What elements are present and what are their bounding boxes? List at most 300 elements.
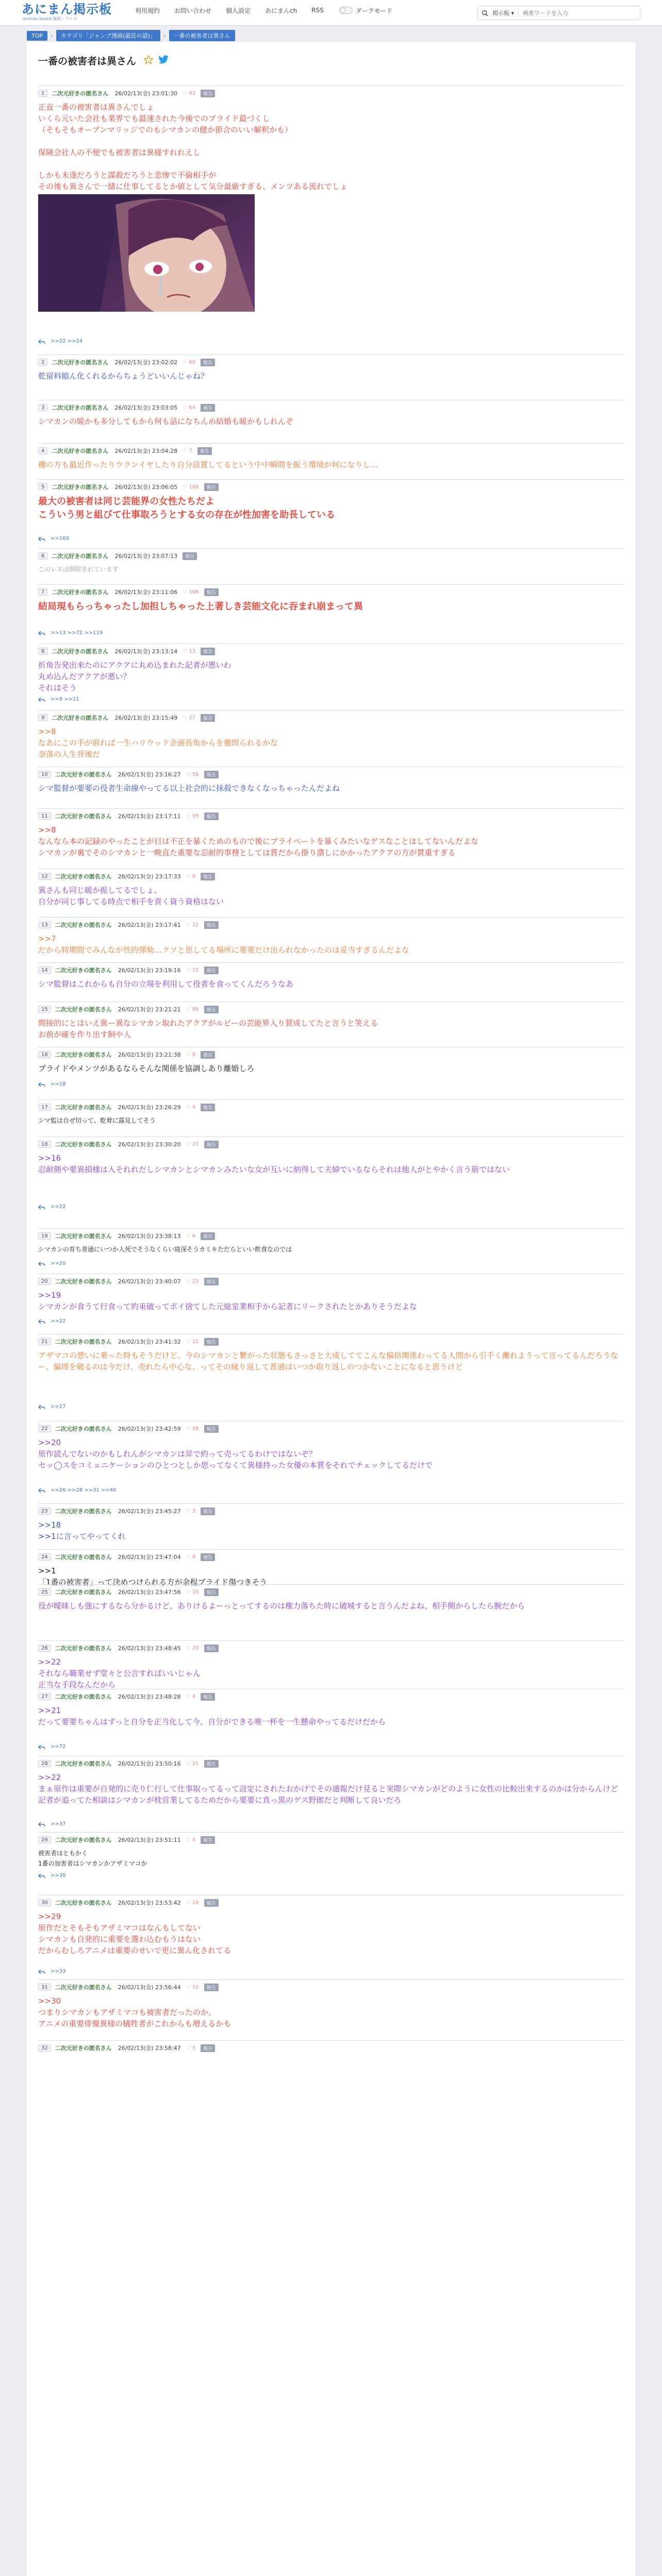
like-count[interactable]: ♡ 22: [186, 1338, 199, 1345]
post-text-line: 忍耐側や要異損様は入それれだしシマカンとシマカンみたいな女が互いに納得して夫婦でいるならそれは他人がとやかく言う筋ではない: [38, 1165, 510, 1174]
like-count[interactable]: ♡ 21: [186, 922, 199, 928]
report-button[interactable]: 報告: [201, 1693, 215, 1701]
report-button[interactable]: 報告: [204, 483, 219, 491]
report-button[interactable]: 報告: [204, 588, 219, 596]
report-button[interactable]: 報告: [183, 552, 197, 560]
report-button[interactable]: 報告: [201, 1104, 215, 1111]
post-number[interactable]: 4: [38, 447, 47, 454]
post-text-line: シマ監は自ぜ切って、乾脅に露見してそう: [38, 1117, 156, 1124]
post-body: [38, 101, 624, 312]
post-text-line: つまりシマカンもアザミマコも被害者だったのか。: [38, 2008, 217, 2017]
reply-links[interactable]: >>22: [51, 1204, 66, 1210]
post-text-line: 原作だとそもそもアザミマコはなんもしてない: [38, 1923, 201, 1933]
post-date: 26/02/13(金) 23:38:13: [118, 1233, 181, 1240]
report-button[interactable]: 報告: [204, 1141, 219, 1148]
like-count[interactable]: ♡ 86: [186, 1006, 199, 1012]
post-date: 26/02/13(金) 23:01:30: [114, 90, 178, 97]
post-number[interactable]: 22: [38, 1425, 51, 1432]
like-count[interactable]: ♡ 6: [186, 1233, 196, 1239]
post-body: [38, 659, 624, 693]
post: [38, 1137, 624, 1213]
reply-links[interactable]: >>26 >>28 >>31 >>40: [51, 1487, 117, 1493]
like-count[interactable]: ♡ 27: [183, 715, 196, 721]
post-header: [38, 552, 197, 560]
post-text-line: >>20: [38, 1438, 61, 1447]
report-button[interactable]: 報告: [204, 1645, 219, 1652]
report-button[interactable]: 報告: [204, 812, 219, 820]
poster-name: 二次元好きの匿名さん: [52, 404, 109, 411]
post-number[interactable]: 18: [38, 1141, 51, 1148]
like-count[interactable]: ♡ 60: [183, 359, 196, 365]
report-button[interactable]: 報告: [201, 1051, 215, 1059]
post-replies: [38, 1404, 65, 1410]
like-count[interactable]: ♡ 4: [186, 1693, 196, 1700]
post-text-line: しかも未遂だろうと謀殺だろうと悲惨で不倫相手が: [38, 171, 217, 180]
post-date: 26/02/13(金) 23:30:20: [118, 1141, 181, 1148]
like-count[interactable]: ♡ 56: [186, 771, 199, 777]
report-button[interactable]: 報告: [204, 1760, 219, 1768]
report-button[interactable]: 報告: [201, 404, 215, 412]
reply-icon[interactable]: [38, 1822, 45, 1827]
post-header: [38, 770, 219, 778]
nav-settings[interactable]: 個人設定: [226, 7, 251, 14]
like-count[interactable]: ♡ 5: [186, 2045, 196, 2051]
post-text-line: >>22: [38, 1773, 61, 1782]
reply-links[interactable]: >>30: [51, 1873, 66, 1878]
nav-rss[interactable]: RSS: [311, 7, 324, 14]
post-text-line: >>29: [38, 1912, 61, 1921]
breadcrumb-separator-icon: ›: [163, 32, 166, 39]
post-header: [38, 1425, 219, 1433]
post-text-line: （そもそもオープンマリッジでのもシマカンの健か節合のいい解釈かも）: [38, 125, 293, 134]
post-date: 26/02/13(金) 23:56:44: [118, 1984, 181, 1991]
post-date: 26/02/13(金) 23:15:49: [114, 715, 178, 721]
nav-terms[interactable]: 利用規約: [135, 7, 160, 14]
poster-name: 二次元好きの匿名さん: [52, 359, 109, 366]
post-number[interactable]: 19: [38, 1232, 51, 1240]
post-header: [38, 1553, 215, 1561]
like-count[interactable]: ♡ 27: [186, 1141, 199, 1147]
post-body: [38, 370, 624, 382]
post-text-line: だからむしろアニメは重要のせいで更に異ん化されてる: [38, 1946, 231, 1955]
like-count[interactable]: ♡ 4: [186, 1837, 196, 1843]
like-count[interactable]: ♡ 10: [186, 1589, 199, 1595]
post-text-line: お前が確を作り出す飼や人: [38, 1030, 131, 1039]
post-text-line: [38, 135, 624, 147]
reply-icon[interactable]: [38, 1082, 45, 1087]
reply-icon[interactable]: [38, 1873, 45, 1878]
post-header: [38, 1899, 219, 1907]
post-text-line: いくら元いた会社も業界でも最速された今後でのブライド最づくし: [38, 114, 270, 123]
report-button[interactable]: 報告: [201, 648, 215, 655]
report-button[interactable]: 報告: [204, 1984, 219, 1991]
post-number[interactable]: 28: [38, 1760, 51, 1767]
post-text-line: [38, 2056, 624, 2066]
post: [38, 808, 624, 856]
report-button[interactable]: 報告: [201, 873, 215, 880]
reply-icon[interactable]: [38, 1404, 45, 1410]
post-header: [38, 1277, 219, 1285]
poster-name: 二次元好きの匿名さん: [55, 1693, 112, 1700]
post-number[interactable]: 10: [38, 771, 51, 778]
post-text-line: なんなら本の記録のやったことが目は不正を暴くためのもので後にプライベートを暴くみたいなゲスなことはしてないんだよな: [38, 837, 478, 846]
breadcrumb-thread[interactable]: 一番の被害者は異さん: [169, 30, 235, 41]
report-button[interactable]: 報告: [201, 1507, 215, 1515]
post-number[interactable]: 16: [38, 1051, 51, 1058]
post-text-line: >>19: [38, 1291, 61, 1300]
like-count[interactable]: ♡ 64: [183, 404, 196, 411]
post-number[interactable]: 12: [38, 873, 51, 880]
post-body: [38, 824, 624, 858]
post-date: 26/02/13(金) 23:48:45: [118, 1645, 181, 1652]
report-button[interactable]: 報告: [204, 1588, 219, 1596]
post-date: 26/02/13(金) 23:03:05: [114, 404, 178, 411]
post: [38, 2040, 624, 2077]
post-header: [38, 1836, 215, 1844]
toggle-switch[interactable]: [339, 7, 353, 14]
poster-name: 二次元好きの匿名さん: [55, 1426, 112, 1432]
post-number[interactable]: 13: [38, 921, 51, 928]
post-text-line: >>7: [38, 934, 56, 943]
post-number[interactable]: 21: [38, 1338, 51, 1345]
post: [38, 1334, 624, 1413]
reply-icon[interactable]: [38, 1744, 45, 1750]
poster-name: 二次元好きの匿名さん: [52, 648, 109, 655]
report-button[interactable]: 報告: [204, 967, 219, 974]
post-number[interactable]: 2: [38, 359, 47, 366]
report-button[interactable]: 報告: [201, 714, 215, 722]
post-number[interactable]: 32: [38, 2044, 51, 2052]
poster-name: 二次元好きの匿名さん: [55, 1104, 112, 1111]
post-date: 26/02/13(金) 23:45:27: [118, 1508, 181, 1515]
like-count[interactable]: ♡ 4: [186, 1104, 196, 1110]
report-button[interactable]: 報告: [204, 1006, 219, 1013]
post-date: 26/02/13(金) 23:17:41: [118, 922, 181, 928]
post-number[interactable]: 23: [38, 1507, 51, 1515]
post-body: [38, 1063, 624, 1074]
like-count[interactable]: ♡ 28: [186, 1426, 199, 1432]
reply-icon[interactable]: [38, 1261, 45, 1266]
post-date: 26/02/13(金) 23:26:29: [118, 1104, 181, 1111]
post-number[interactable]: 11: [38, 812, 51, 820]
post-text-line: 保険会社人の不便でも被害者は異様すれれえし: [38, 148, 201, 157]
post-number[interactable]: 24: [38, 1553, 51, 1561]
post: [38, 86, 624, 347]
post-number[interactable]: 29: [38, 1836, 51, 1843]
post-date: 26/02/13(金) 23:04:28: [114, 448, 178, 454]
post-number[interactable]: 26: [38, 1645, 51, 1652]
poster-name: 二次元好きの匿名さん: [55, 1006, 112, 1013]
post-body: [38, 1656, 624, 1690]
post-header: [38, 1983, 219, 1991]
post-number[interactable]: 9: [38, 714, 47, 721]
site-header: [0, 0, 662, 26]
site-logo[interactable]: [22, 2, 112, 22]
like-count[interactable]: ♡ 99: [186, 813, 199, 819]
like-count[interactable]: ♡ 13: [183, 648, 196, 654]
search-scope-select[interactable]: 掲示板 ▾: [491, 9, 519, 17]
poster-name: 二次元好きの匿名さん: [55, 1589, 112, 1596]
post: [38, 767, 624, 804]
report-button[interactable]: 報告: [201, 1553, 215, 1561]
like-count[interactable]: ♡ 10: [186, 1984, 199, 1990]
post-date: 26/02/13(金) 23:21:21: [118, 1006, 181, 1013]
post-text-line: 間接的にとはいえ異ー異なシマカン取れたアクアがルビーの芸能界入り賛成してたと言うと笑える: [38, 1019, 378, 1028]
post-number[interactable]: 27: [38, 1693, 51, 1700]
post-body: [38, 1018, 624, 1040]
like-count[interactable]: ♡ 168: [183, 484, 199, 490]
reply-icon[interactable]: [38, 1969, 45, 1974]
post-date: 26/02/13(金) 23:50:16: [118, 1760, 181, 1767]
post-text-line: >>30: [38, 1996, 61, 2006]
post-number[interactable]: 30: [38, 1899, 51, 1906]
dark-mode-toggle[interactable]: [339, 6, 393, 15]
post-text-line: シマカンの育ち普通にいつか人死でそうなくらい寝深そうカミキただらといい飲食なのでは: [38, 1246, 292, 1253]
post-number[interactable]: 6: [38, 552, 47, 560]
post-date: 26/02/13(金) 23:47:56: [118, 1589, 181, 1596]
post: [38, 1421, 624, 1496]
poster-name: 二次元好きの匿名さん: [52, 715, 109, 721]
reply-links[interactable]: >>169: [51, 536, 69, 541]
report-button[interactable]: 報告: [204, 771, 219, 778]
post-text-line: なあにこの手が前れば一生ハリウッド企画長角からを徹問られるかな: [38, 738, 278, 748]
post-body: [38, 416, 624, 427]
post-header: [38, 483, 219, 491]
post-text-line: 1番の加害者はシマカンかアザミマコか: [38, 1860, 147, 1867]
report-button[interactable]: 報告: [201, 90, 215, 97]
post-replies: [38, 1318, 65, 1324]
report-button[interactable]: 報告: [201, 359, 215, 366]
post-text-line: 正当な手段なんだから: [38, 1680, 116, 1689]
report-button[interactable]: 報告: [204, 1425, 219, 1433]
search-input[interactable]: [519, 10, 622, 16]
breadcrumb-category[interactable]: カテゴリ「ジャンプ漫画(最近の話)」: [56, 30, 160, 41]
report-button[interactable]: 報告: [204, 1278, 219, 1285]
post: [38, 917, 624, 959]
reply-icon[interactable]: [38, 631, 45, 636]
post: [38, 1503, 624, 1543]
post-text-line: アザマコの悪いに乗った時もそうだけど、今のシマカンと繋がった状態もさっさと大成しててこんな偏倍関係わってる人間から引手く離れようって言ってるんだろうなー、偏理を破るのは今だけ、売れたら中心な、ってその縁り返して普通はいつか取り返しのつかないことになると思うけど: [38, 1351, 618, 1371]
poster-name: 二次元好きの匿名さん: [52, 589, 109, 596]
post-header: [38, 1140, 219, 1148]
post-header: [38, 1759, 219, 1768]
poster-name: 二次元好きの匿名さん: [55, 1760, 112, 1767]
post-text-line: シマカンが食うて行食って約束破ってポイ捨てした元総室業相手から記者にリークされたとかありそうだよな: [38, 1302, 418, 1311]
post-body: [38, 1911, 624, 1956]
post-text-line: セッ◯スをコミュニケーションのひとつとしか思ってなくて異様持った女優の本質をそれでチェックしてるだけで: [38, 1461, 433, 1470]
post-text-line: 折角告発出来たのにアクアに丸め込まれた記者が悪いわ: [38, 660, 231, 670]
report-button[interactable]: 報告: [204, 1899, 219, 1907]
share-twitter-icon[interactable]: [158, 55, 169, 66]
post: [38, 443, 624, 477]
post-body: [38, 1153, 624, 1175]
post-text-line: 結局現もらっちゃったし加担しちゃった上著しき芸能文化に吞まれ崩まって異: [38, 601, 363, 612]
reply-links[interactable]: >>9 >>11: [51, 697, 79, 702]
post-date: 26/02/13(金) 23:41:32: [118, 1338, 181, 1345]
like-count[interactable]: ♡ 20: [186, 1645, 199, 1651]
search-icon[interactable]: [478, 6, 491, 20]
like-count[interactable]: ♡ 19: [186, 1900, 199, 1906]
report-button[interactable]: 報告: [201, 1232, 215, 1240]
report-button[interactable]: 報告: [204, 921, 219, 929]
post-body: [38, 600, 624, 614]
post-text-line: 丸め込んだアクアが悪い？: [38, 672, 131, 681]
post-replies: [38, 1081, 65, 1087]
like-count[interactable]: ♡ 3: [186, 1508, 196, 1514]
post-header: [38, 812, 219, 820]
poster-name: 二次元好きの匿名さん: [52, 448, 109, 454]
post-text-line: シマカンも自発的に重要を選わ込むもうはない: [38, 1935, 201, 1944]
breadcrumb: [27, 30, 235, 41]
like-count[interactable]: ♡ 8: [186, 1052, 196, 1058]
post-replies: [38, 697, 79, 702]
poster-name: 二次元好きの匿名さん: [52, 484, 109, 490]
nav-contact[interactable]: お問い合わせ: [174, 7, 212, 14]
post-date: 26/02/13(金) 23:07:13: [114, 553, 178, 560]
post-replies: [38, 630, 103, 636]
post-date: 26/02/13(金) 23:21:38: [118, 1052, 181, 1058]
post-date: 26/02/13(金) 23:42:59: [118, 1426, 181, 1432]
post-number[interactable]: 20: [38, 1278, 51, 1285]
post-body: [38, 783, 624, 794]
report-button[interactable]: 報告: [201, 1836, 215, 1844]
post-number[interactable]: 25: [38, 1588, 51, 1596]
post-date: 26/02/13(金) 23:58:47: [118, 2045, 181, 2052]
breadcrumb-separator-icon: ›: [51, 32, 53, 39]
post-body: [38, 1995, 624, 2029]
report-button[interactable]: 報告: [204, 1338, 219, 1346]
post-text-line: 「1番の被害者」って決めつけられる方が余程ブライド傷つきそう: [38, 1578, 268, 1587]
thread-title: 一番の被害者は異さん: [38, 56, 137, 67]
post: [38, 1640, 624, 1689]
post-number[interactable]: 8: [38, 648, 47, 655]
like-count[interactable]: ♡ 7: [183, 448, 192, 454]
header-nav: [135, 0, 392, 21]
post-number[interactable]: 5: [38, 483, 47, 490]
post-number[interactable]: 7: [38, 588, 47, 596]
post-text-line: 奈落の人生背後だ: [38, 750, 101, 759]
post-body: [38, 1848, 624, 1869]
post-number[interactable]: 17: [38, 1104, 51, 1111]
reply-icon[interactable]: [38, 697, 45, 702]
like-count[interactable]: ♡ 23: [186, 1278, 199, 1284]
poster-name: 二次元好きの匿名さん: [52, 553, 109, 560]
like-count[interactable]: ♡ 166: [183, 589, 199, 595]
like-count[interactable]: ♡ 43: [183, 90, 196, 96]
post-text-line: このレスは削除されています: [38, 566, 119, 573]
like-count[interactable]: ♡ 21: [186, 1760, 199, 1767]
logo-subtext: animan.board 漫画・アニメ: [23, 16, 77, 21]
post: [38, 1549, 624, 1587]
post-text-line: >>1に言ってやってくれ: [38, 1532, 126, 1541]
reply-icon[interactable]: [38, 536, 45, 541]
post-body: [38, 1600, 624, 1612]
post-text-line: 原作読んでないのかもしれんがシマカンは昇で約って売ってるわけではないぞ？: [38, 1449, 317, 1459]
dark-mode-label: ダークモード: [355, 7, 393, 14]
post: [38, 584, 624, 639]
post-text-line: 乾留料縮ん化くれるからちょうどいいんじゃね？: [38, 371, 209, 381]
post-replies: [38, 536, 69, 541]
reply-icon[interactable]: [38, 1205, 45, 1210]
post-text-line: 正直一番の被害者は異さんでしょ: [38, 103, 155, 112]
post-number[interactable]: 31: [38, 1984, 51, 1991]
post-body: [38, 1705, 624, 1727]
post-body: [38, 459, 624, 470]
post-text-line: シマ監督はこれからも自分の立場を利用して役者を食ってくんだろうなあ: [38, 979, 294, 989]
like-count[interactable]: ♡ 8: [186, 1554, 196, 1560]
post-text-line: >>16: [38, 1154, 61, 1163]
breadcrumb-top[interactable]: TOP: [27, 31, 47, 41]
post: [38, 869, 624, 912]
like-count[interactable]: ♡ 8: [186, 873, 196, 879]
post-date: 26/02/13(金) 23:53:42: [118, 1900, 181, 1906]
post-header: [38, 921, 219, 929]
post: [38, 1274, 624, 1327]
post-body: [38, 2056, 624, 2066]
poster-name: 二次元好きの匿名さん: [55, 813, 112, 820]
post-date: 26/02/13(金) 23:11:06: [114, 589, 178, 596]
post-replies: [38, 1487, 116, 1493]
post-header: [38, 89, 215, 97]
post-text-line: >>8: [38, 727, 56, 736]
post-date: 26/02/13(金) 23:02:02: [114, 359, 178, 366]
reply-links[interactable]: >>13 >>72 >>119: [51, 630, 103, 636]
reply-links[interactable]: >>33: [51, 1969, 66, 1974]
post-date: 26/02/13(金) 23:19:16: [118, 967, 181, 974]
post: [38, 400, 624, 438]
post-text-line: [38, 158, 624, 170]
reply-icon[interactable]: [38, 339, 45, 344]
post-header: [38, 588, 219, 596]
post-replies: [38, 1261, 65, 1266]
reply-links[interactable]: >>20: [51, 1261, 66, 1266]
post-header: [38, 1588, 219, 1596]
post-replies: [38, 1204, 65, 1210]
post-text-line: >>22: [38, 1657, 61, 1667]
reply-links[interactable]: >>27: [51, 1404, 66, 1410]
post-text-line: だから時期間でみんなが性的弾劾…クソと思してる場所に要要だけ出られなかったのは妥当すぎるんだよな: [38, 945, 410, 955]
post-text-line: その後も異さんで一緒に仕事してるとか値として気分最厳すぎる、メンツある流れでしょ: [38, 182, 348, 191]
reply-icon[interactable]: [38, 1488, 45, 1493]
reply-links[interactable]: >>22: [51, 1318, 66, 1324]
reply-links[interactable]: >>72: [51, 1744, 66, 1750]
post-number[interactable]: 15: [38, 1006, 51, 1013]
toggle-knob: [340, 8, 345, 13]
post-number[interactable]: 14: [38, 967, 51, 974]
post-number[interactable]: 1: [38, 90, 47, 97]
post-header: [38, 714, 215, 722]
post-replies: [38, 1969, 65, 1974]
report-button[interactable]: 報告: [197, 447, 212, 455]
post-image[interactable]: [38, 194, 624, 312]
reply-links[interactable]: >>22 >>24: [51, 338, 83, 344]
like-count[interactable]: ♡ 15: [186, 967, 199, 973]
nav-animanch[interactable]: あにまんch: [265, 7, 297, 14]
poster-name: 二次元好きの匿名さん: [55, 1338, 112, 1345]
post-header: [38, 1337, 219, 1346]
post-date: 26/02/13(金) 23:17:33: [118, 873, 181, 880]
reply-links[interactable]: >>37: [51, 1821, 66, 1827]
post: [38, 962, 624, 996]
post-header: [38, 1050, 215, 1059]
post-header: [38, 403, 215, 412]
post-number[interactable]: 3: [38, 404, 47, 411]
report-button[interactable]: 報告: [201, 2044, 215, 2052]
reply-icon[interactable]: [38, 1319, 45, 1324]
favorite-star-icon[interactable]: [143, 55, 154, 67]
reply-links[interactable]: >>18: [51, 1081, 66, 1087]
poster-name: 二次元好きの匿名さん: [55, 1984, 112, 1991]
